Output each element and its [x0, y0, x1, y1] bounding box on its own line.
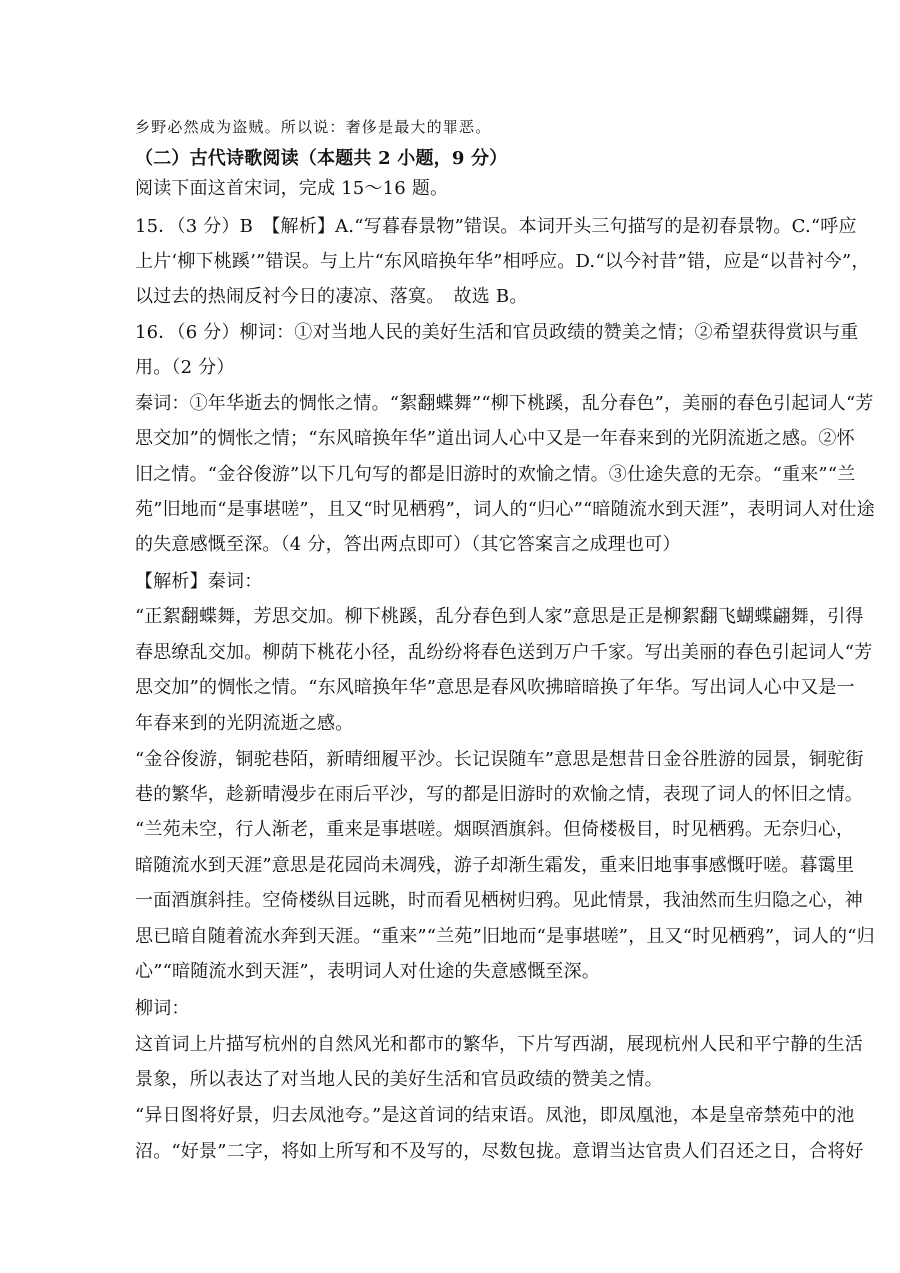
- text-line: 乡野必然成为盗贼。所以说：奢侈是最大的罪恶。: [135, 118, 492, 136]
- analysis-line: 春思缭乱交加。柳荫下桃花小径，乱纷纷将春色送到万户千家。写出美丽的春色引起词人“芳: [135, 642, 873, 663]
- liu-ci-heading: 柳词：: [135, 998, 190, 1019]
- analysis-line: “兰苑未空，行人渐老，重来是事堪嗟。烟暝酒旗斜。但倚楼极目，时见栖鸦。无奈归心，: [135, 819, 855, 840]
- qin-ci-line: 苑”旧地而“是事堪嗟”，且又“时见栖鸦”，词人的“归心”“暗随流水到天涯”，表明词人对仕途: [135, 499, 875, 520]
- answer-15-line: 以过去的热闹反衬今日的凄凉、落寞。 故选 B。: [135, 286, 528, 307]
- instruction-line: 阅读下面这首宋词，完成 15～16 题。: [135, 178, 449, 199]
- analysis-heading: 【解析】秦词：: [135, 571, 263, 592]
- analysis-line: 巷的繁华，趁新晴漫步在雨后平沙，写的都是旧游时的欢愉之情，表现了词人的怀旧之情。: [135, 784, 863, 805]
- liu-ci-line: “异日图将好景，归去凤池夸。”是这首词的结束语。凤池，即凤凰池，本是皇帝禁苑中的池: [135, 1105, 855, 1126]
- section-heading: （二）古代诗歌阅读（本题共 2 小题，9 分）: [135, 148, 508, 169]
- answer-15-line: 15．（3 分）B 【解析】A.“写暮春景物”错误。本词开头三句描写的是初春景物。C.“呼应: [135, 216, 857, 237]
- analysis-line: 思交加”的惆怅之情。“东风暗换年华”意思是春风吹拂暗暗换了年华。写出词人心中又是一: [135, 677, 855, 698]
- analysis-line: 心”“暗随流水到天涯”，表明词人对仕途的失意感慨至深。: [135, 961, 601, 982]
- analysis-line: 暗随流水到天涯”意思是花园尚未凋残，游子却渐生霜发，重来旧地事事感慨吁嗟。暮霭里: [135, 855, 855, 876]
- analysis-line: 一面酒旗斜挂。空倚楼纵目远眺，时而看见栖树归鸦。见此情景，我油然而生归隐之心，神: [135, 890, 863, 911]
- analysis-line: 年春来到的光阴流逝之感。: [135, 713, 354, 734]
- answer-16-line: 用。（2 分）: [135, 357, 235, 378]
- qin-ci-line: 的失意感慨至深。（4 分，答出两点即可）（其它答案言之成理也可）: [135, 534, 681, 555]
- analysis-line: “金谷俊游，铜驼巷陌，新晴细履平沙。长记误随车”意思是想昔日金谷胜游的园景，铜驼街: [135, 749, 864, 770]
- answer-15-line: 上片‘柳下桃蹊’”错误。与上片“东风暗换年华”相呼应。D.“以今衬昔”错，应是“以昔衬今”，: [135, 251, 870, 272]
- liu-ci-line: 这首词上片描写杭州的自然风光和都市的繁华，下片写西湖，展现杭州人民和平宁静的生活: [135, 1034, 863, 1055]
- analysis-line: 思已暗自随着流水奔到天涯。“重来”“兰苑”旧地而“是事堪嗟”，且又“时见栖鸦”，词人的“归: [135, 926, 875, 947]
- liu-ci-line: 沼。“好景”二字，将如上所写和不及写的，尽数包拢。意谓当达官贵人们召还之日，合将好: [135, 1141, 864, 1162]
- liu-ci-line: 景象，所以表达了对当地人民的美好生活和官员政绩的赞美之情。: [135, 1069, 663, 1090]
- qin-ci-line: 旧之情。“金谷俊游”以下几句写的都是旧游时的欢愉之情。③仕途失意的无奈。“重来”“兰: [135, 464, 856, 485]
- answer-16-line: 16．（6 分）柳词：①对当地人民的美好生活和官员政绩的赞美之情；②希望获得赏识与重: [135, 322, 859, 343]
- qin-ci-line: 思交加”的惆怅之情；“东风暗换年华”道出词人心中又是一年春来到的光阴流逝之感。②怀: [135, 428, 855, 449]
- qin-ci-line: 秦词：①年华逝去的惆怅之情。“絮翻蝶舞”“柳下桃蹊，乱分春色”，美丽的春色引起词人“芳: [135, 393, 874, 414]
- analysis-line: “正絮翻蝶舞，芳思交加。柳下桃蹊，乱分春色到人家”意思是正是柳絮翻飞蝴蝶翩舞，引得: [135, 606, 864, 627]
